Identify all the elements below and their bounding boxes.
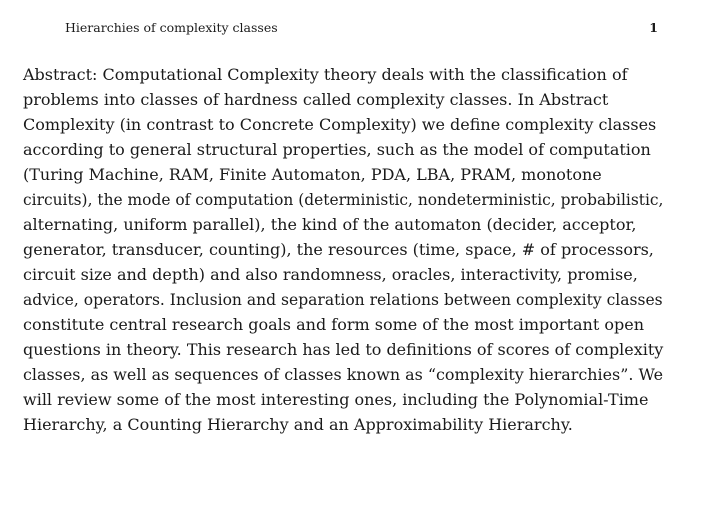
- abstract-line: problems into classes of hardness called complexity classes. In Abstract: [23, 90, 609, 109]
- abstract-line: constitute central research goals and form some of the most important open: [23, 315, 645, 334]
- abstract-line: Abstract: Computational Complexity theory deals with the classification of: [23, 65, 628, 84]
- page-number: 1: [649, 20, 658, 35]
- abstract-paragraph: [23, 62, 663, 437]
- abstract-line: questions in theory. This research has led to definitions of scores of complexity: [23, 340, 664, 359]
- abstract-line: generator, transducer, counting), the resources (time, space, # of processors,: [23, 240, 654, 259]
- abstract-line: Hierarchy, a Counting Hierarchy and an Approximability Hierarchy.: [23, 415, 573, 434]
- abstract-line: Complexity (in contrast to Concrete Complexity) we define complexity classes: [23, 115, 657, 134]
- abstract-line: alternating, uniform parallel), the kind of the automaton (decider, acceptor,: [23, 215, 637, 234]
- abstract-line: circuits), the mode of computation (deterministic, nondeterministic, probabilistic,: [23, 190, 664, 209]
- abstract-line: classes, as well as sequences of classes known as “complexity hierarchies”. We: [23, 365, 663, 384]
- running-title: Hierarchies of complexity classes: [65, 20, 278, 35]
- abstract-line: according to general structural properties, such as the model of computation: [23, 140, 651, 159]
- abstract-line: advice, operators. Inclusion and separation relations between complexity classes: [23, 290, 663, 309]
- abstract-line: will review some of the most interesting ones, including the Polynomial-Time: [23, 390, 649, 409]
- abstract-line: (Turing Machine, RAM, Finite Automaton, PDA, LBA, PRAM, monotone: [23, 165, 602, 184]
- abstract-line: circuit size and depth) and also randomness, oracles, interactivity, promise,: [23, 265, 638, 284]
- running-header: [65, 19, 658, 37]
